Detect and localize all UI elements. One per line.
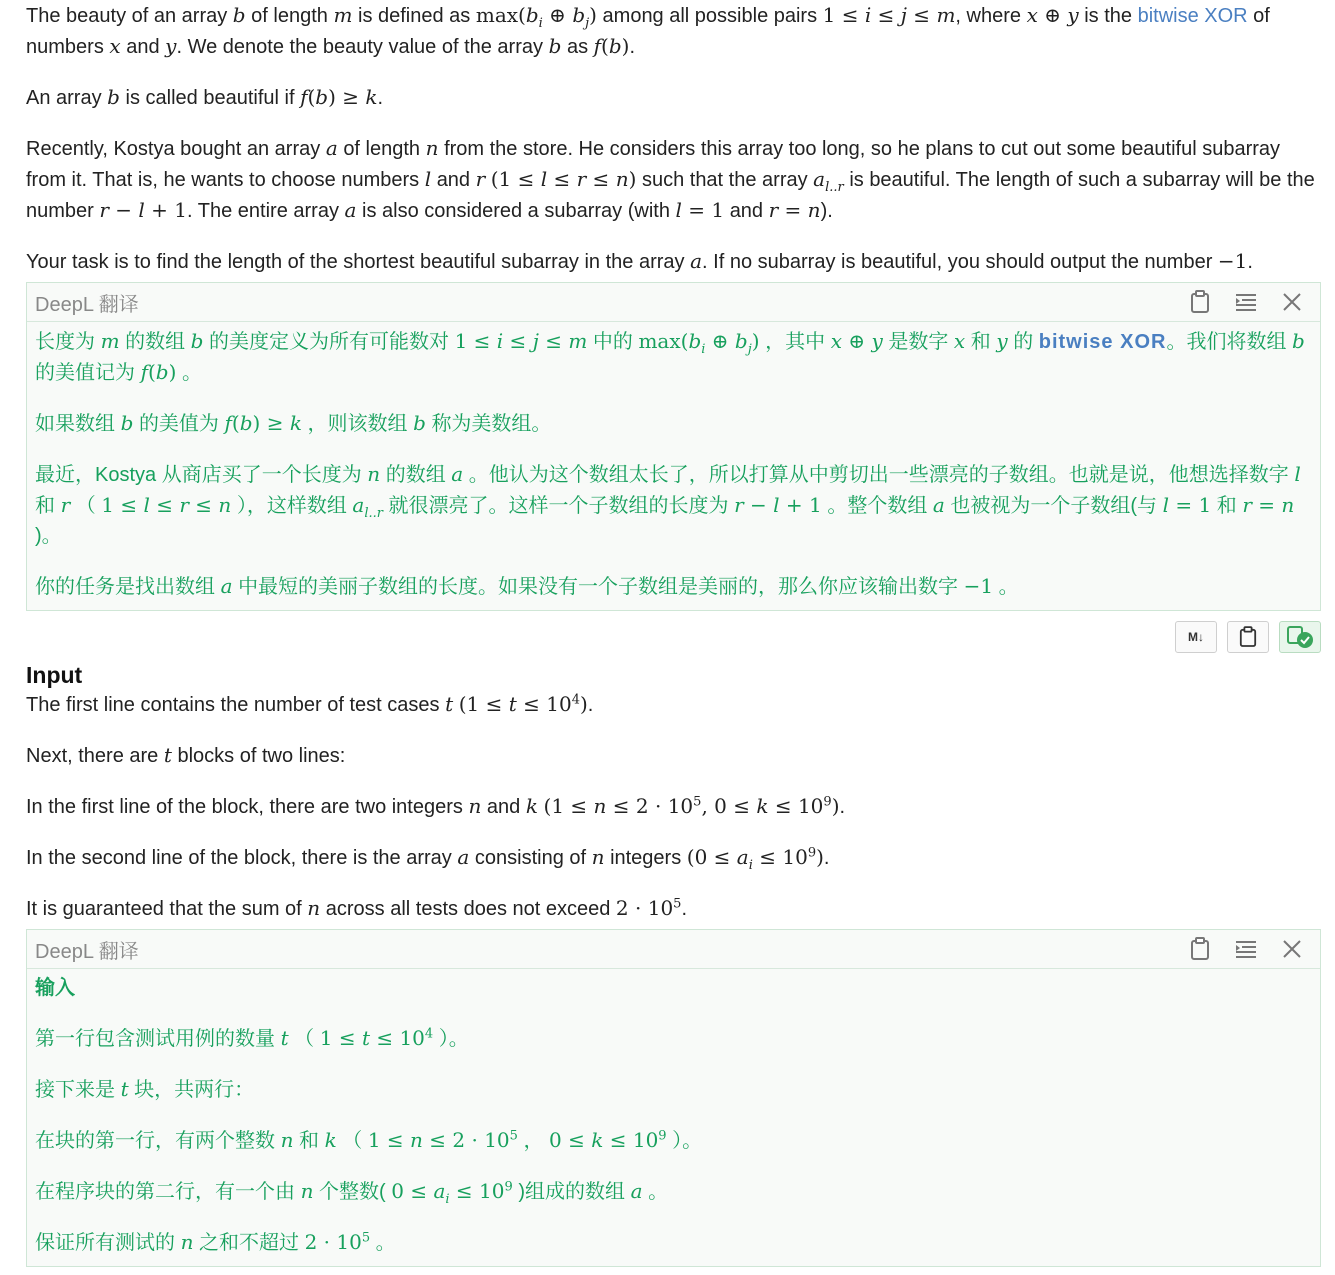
text: is beautiful. The length of such a subarray will be the number [26, 169, 1315, 222]
text: In the first line of the block, there are two integers [26, 796, 463, 818]
deepl-translation-text [27, 322, 1320, 610]
text: The beauty of an array [26, 5, 228, 27]
translation-input-title: 输入 [35, 977, 75, 999]
statement-toolbar [26, 611, 1321, 661]
text: 中最短的美丽子数组的长度。如果没有一个子数组是美丽的，那么你应该输出数字 [238, 576, 959, 598]
input-line-3: In the first line of the block, there are two integers n and k ($1 \le n \le 2 \cdot 10^5$, $0 \le k \le 10^9$). [26, 794, 846, 818]
text: . The entire array [187, 200, 339, 222]
text: 接下来是 [35, 1079, 115, 1101]
copy-button[interactable] [1227, 621, 1269, 653]
deepl-panel-header [27, 930, 1320, 969]
text: Your task is to find the length of the shortest beautiful subarray in the array [26, 251, 685, 273]
close-icon [1281, 938, 1303, 960]
text: 的美值为 [138, 413, 219, 435]
close-translation-button[interactable] [1278, 936, 1306, 962]
text: 你的任务是找出数组 [35, 576, 215, 598]
text: 的数组 [125, 331, 186, 353]
text: 的数组 [385, 464, 446, 486]
text: 和 [35, 495, 55, 517]
deepl-header-label: DeepL 翻译 [35, 293, 139, 316]
text: 。 [648, 1181, 669, 1203]
copy-translation-button[interactable] [1186, 936, 1214, 962]
text: 最近，Kostya 从商店买了一个长度为 [35, 464, 362, 486]
clipboard-icon [1239, 626, 1257, 648]
statement-paragraph-3: Recently, Kostya bought an array a of length n from the store. He considers this array too long, so he plans to cut out some beautiful subarray from it. That is, he wants to choose numbers l and r (1 ≤ l ≤ r ≤ n) such that the array $a_{l..r}$ is beautiful. The length of such a subarray will be the number r − l + 1. The entire array a is also considered a subarray (with l = 1 and r = n). [26, 136, 1315, 222]
text: of length [251, 5, 328, 27]
deepl-translation-panel [26, 282, 1321, 611]
text: from the store. He considers this array too long, so he plans to cut out some beautiful subarray from it. That is, he wants to choose numbers [26, 138, 1281, 191]
statement-paragraph-4: Your task is to find the length of the shortest beautiful subarray in the array a. If no subarray is beautiful, you should output the number −1. [26, 249, 1253, 273]
text: )组成的数组 [518, 1181, 625, 1203]
text: of numbers [26, 5, 1270, 58]
collapse-translation-button[interactable] [1232, 936, 1260, 962]
text: and [436, 169, 471, 191]
text: blocks of two lines: [177, 745, 346, 767]
text: is called beautiful if [125, 87, 295, 109]
text: 在程序块的第二行，有一个由 [35, 1181, 295, 1203]
text: ），这样数组 [236, 495, 347, 517]
input-section-title: Input [26, 662, 83, 688]
text: 。整个数组 [827, 495, 928, 517]
input-line-2: Next, there are t blocks of two lines: [26, 743, 346, 767]
text: 块，共两行： [134, 1079, 255, 1101]
text: is defined as [358, 5, 471, 27]
text: In the second line of the block, there is the array [26, 847, 452, 869]
text: 的美值记为 [35, 362, 135, 384]
text: 第一行包含测试用例的数量 [35, 1028, 275, 1050]
text: （ [75, 495, 96, 517]
text: Recently, Kostya bought an array [26, 138, 321, 160]
close-translation-button[interactable] [1278, 289, 1306, 315]
translation-input-line-1: 第一行包含测试用例的数量 t （ $1 \le t \le 10^4$ ）。 [35, 1026, 469, 1050]
copy-translation-button[interactable] [1186, 289, 1214, 315]
text: is also considered a subarray (with [362, 200, 670, 222]
text: Next, there are [26, 745, 159, 767]
text: 。 [181, 362, 202, 384]
translation-paragraph-2: 如果数组 b 的美值为 f(b) ≥ k ，则该数组 b 称为美数组。 [35, 411, 552, 435]
translate-check-icon [1286, 625, 1314, 649]
statement-paragraph-1: The beauty of an array b of length m is defined as $\max(b_i$ ⊕ $b_j$) among all possible pairs 1 ≤ i ≤ j ≤ m, where x ⊕ y is the bitwise XOR of numbers x and y. We denote the beauty value of the array b as f(b). [26, 3, 1270, 58]
text: , where [955, 5, 1021, 27]
text: 。 [998, 576, 1019, 598]
text: ）。 [672, 1130, 703, 1152]
text: 的 [1013, 331, 1034, 353]
text: of length [343, 138, 421, 160]
translation-input-line-4: 在程序块的第二行，有一个由 n 个整数( $0 \le a_i \le 10^9$ )组成的数组 a 。 [35, 1179, 669, 1207]
statement-paragraph-2: An array b is called beautiful if f(b) ≥ k. [26, 85, 384, 109]
text: 就很漂亮了。这样一个子数组的长度为 [388, 495, 729, 517]
deepl-panel-header [27, 283, 1320, 322]
translation-paragraph-4: 你的任务是找出数组 a 中最短的美丽子数组的长度。如果没有一个子数组是美丽的，那么你应该输出数字 −1 。 [35, 574, 1019, 598]
text: and [729, 200, 764, 222]
collapse-translation-button[interactable] [1232, 289, 1260, 315]
text: consisting of [474, 847, 587, 869]
translate-toggle-button[interactable] [1279, 621, 1321, 653]
text: 和 [1216, 495, 1237, 517]
bitwise-xor-link[interactable]: bitwise XOR [1038, 331, 1167, 353]
text: 的美度定义为所有可能数对 [209, 331, 450, 353]
text: ， [523, 1130, 544, 1152]
text: )。 [35, 525, 62, 547]
deepl-translation-text [27, 969, 1320, 1266]
text: 在块的第一行，有两个整数 [35, 1130, 275, 1152]
text: 。他认为这个数组太长了，所以打算从中剪切出一些漂亮的子数组。也就是说，他想选择数字 [468, 464, 1289, 486]
text: is the [1084, 5, 1133, 27]
text: ）。 [438, 1028, 469, 1050]
text: 长度为 [35, 331, 95, 353]
markdown-icon: M↓ [1188, 630, 1204, 644]
text: 也被视为一个子数组(与 [950, 495, 1158, 517]
deepl-translation-panel-input [26, 929, 1321, 1267]
text: such that the array [641, 169, 808, 191]
text: across all tests does not exceed [325, 898, 611, 920]
text: and [486, 796, 521, 818]
input-line-4: In the second line of the block, there is the array a consisting of n integers $(0 \le a_i \le 10^9)$. [26, 845, 830, 873]
text: （ [294, 1028, 315, 1050]
text: as [566, 36, 589, 58]
text: 保证所有测试的 [35, 1232, 175, 1254]
text: An array [26, 87, 102, 109]
text: 称为美数组。 [431, 413, 552, 435]
text: 和 [299, 1130, 320, 1152]
collapse-lines-icon [1234, 939, 1258, 959]
text: . We denote the beauty value of the array [176, 36, 544, 58]
text: ，其中 [765, 331, 826, 353]
translation-paragraph-1: 长度为 m 的数组 b 的美度定义为所有可能数对 1 ≤ i ≤ j ≤ m 中的 $\max(b_i$ ⊕ $b_j$) ，其中 x ⊕ y 是数字 x 和 y 的 bitwise XOR。我们将数组 b 的美值记为 f(b) 。 [35, 329, 1305, 384]
input-line-5: It is guaranteed that the sum of n across all tests does not exceed $2 \cdot 10^5$. [26, 896, 688, 920]
text: （ [342, 1130, 363, 1152]
deepl-header-label: DeepL 翻译 [35, 940, 139, 963]
text: 和 [970, 331, 991, 353]
text: 如果数组 [35, 413, 115, 435]
text: 。我们将数组 [1166, 331, 1287, 353]
input-line-1: The first line contains the number of test cases t $(1 \le t \le 10^4)$. [26, 692, 594, 716]
text: 是数字 [888, 331, 949, 353]
translation-input-line-2: 接下来是 t 块，共两行： [35, 1077, 255, 1101]
text: . If no subarray is beautiful, you should output the number [702, 251, 1213, 273]
bitwise-xor-link[interactable]: bitwise XOR [1137, 5, 1248, 27]
text: and [126, 36, 160, 58]
copy-markdown-button[interactable] [1175, 621, 1217, 653]
translation-input-line-3: 在块的第一行，有两个整数 n 和 k （ $1 \le n \le 2 \cdot 10^5$ ， $0 \le k \le 10^9$ ）。 [35, 1128, 703, 1152]
clipboard-icon [1190, 290, 1210, 314]
text: 个整数( [319, 1181, 386, 1203]
clipboard-icon [1190, 937, 1210, 961]
text: It is guaranteed that the sum of [26, 898, 302, 920]
text: 之和不超过 [199, 1232, 300, 1254]
text: among all possible pairs [602, 5, 818, 27]
text: 中的 [592, 331, 633, 353]
close-icon [1281, 291, 1303, 313]
translation-paragraph-3: 最近，Kostya 从商店买了一个长度为 n 的数组 a 。他认为这个数组太长了，所以打算从中剪切出一些漂亮的子数组。也就是说，他想选择数字 l 和 r （ 1 ≤ l ≤ r ≤ n ），这样数组 $a_{l..r}$ 就很漂亮了。这样一个子数组的长度为 r − l + 1 。整个数组 a 也被视为一个子数组(与 l = 1 和 r = n )。 [35, 462, 1301, 547]
collapse-lines-icon [1234, 292, 1258, 312]
text: The first line contains the number of test cases [26, 694, 440, 716]
text: ，则该数组 [307, 413, 408, 435]
text: 。 [375, 1232, 396, 1254]
translation-input-line-5: 保证所有测试的 n 之和不超过 $2 \cdot 10^5$ 。 [35, 1230, 396, 1254]
text: integers [610, 847, 682, 869]
